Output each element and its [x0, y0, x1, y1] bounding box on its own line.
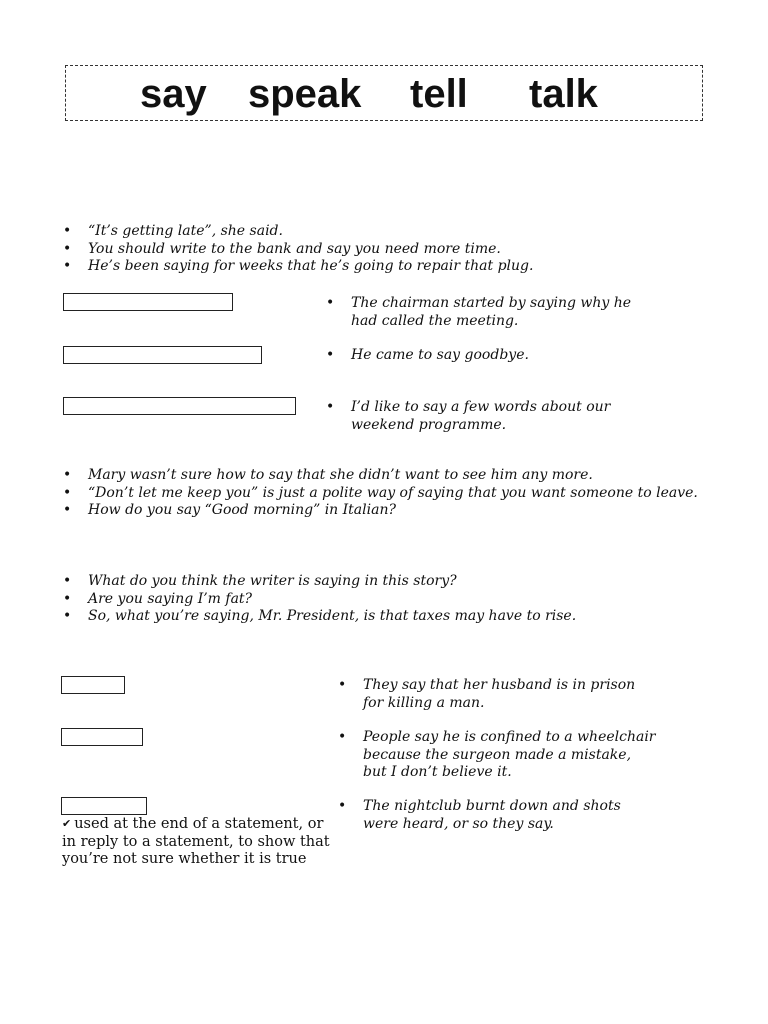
- answer-blank-6[interactable]: [61, 797, 147, 815]
- list-item: • They say that her husband is in prison for killing a man.: [338, 677, 658, 712]
- title-word-speak: speak: [248, 72, 362, 116]
- answer-blank-4[interactable]: [61, 676, 125, 694]
- list-item: • “Don’t let me keep you” is just a polite way of saying that you want someone to leave.: [63, 485, 703, 503]
- list-item: • What do you think the writer is saying in this story?: [63, 573, 703, 591]
- list-item: • He came to say goodbye.: [326, 347, 656, 365]
- list-item: • You should write to the bank and say you need more time.: [63, 241, 703, 259]
- list-item: • He’s been saying for weeks that he’s going to repair that plug.: [63, 258, 703, 276]
- answer-blank-2[interactable]: [63, 346, 262, 364]
- answer-blank-1[interactable]: [63, 293, 233, 311]
- title-word-talk: talk: [529, 72, 598, 116]
- page-title: [66, 66, 702, 122]
- example-pair-3: [326, 399, 656, 434]
- list-item: • How do you say “Good morning” in Italian?: [63, 502, 703, 520]
- list-item: • “It’s getting late”, she said.: [63, 223, 703, 241]
- usage-note: [62, 815, 332, 869]
- example-list-3: [63, 573, 703, 626]
- example-pair-6: [338, 798, 658, 833]
- usage-note-text: used at the end of a statement, or in reply to a statement, to show that you’re not sure whether it is true: [62, 816, 330, 867]
- list-item: • Are you saying I’m fat?: [63, 591, 703, 609]
- title-box: [65, 65, 703, 121]
- title-word-say: say: [140, 72, 207, 116]
- answer-blank-3[interactable]: [63, 397, 296, 415]
- title-word-tell: tell: [410, 72, 468, 116]
- list-item: • Mary wasn’t sure how to say that she didn’t want to see him any more.: [63, 467, 703, 485]
- check-icon: ✔: [62, 817, 72, 830]
- example-list-1: [63, 223, 703, 276]
- list-item: • I’d like to say a few words about our weekend programme.: [326, 399, 656, 434]
- example-pair-1: [326, 295, 656, 330]
- list-item: • So, what you’re saying, Mr. President, is that taxes may have to rise.: [63, 608, 703, 626]
- list-item: • People say he is confined to a wheelchair because the surgeon made a mistake, but I don’t believe it.: [338, 729, 658, 782]
- example-pair-5: [338, 729, 658, 782]
- example-list-2: [63, 467, 703, 520]
- answer-blank-5[interactable]: [61, 728, 143, 746]
- example-pair-2: [326, 347, 656, 365]
- example-pair-4: [338, 677, 658, 712]
- list-item: • The chairman started by saying why he had called the meeting.: [326, 295, 656, 330]
- list-item: • The nightclub burnt down and shots were heard, or so they say.: [338, 798, 658, 833]
